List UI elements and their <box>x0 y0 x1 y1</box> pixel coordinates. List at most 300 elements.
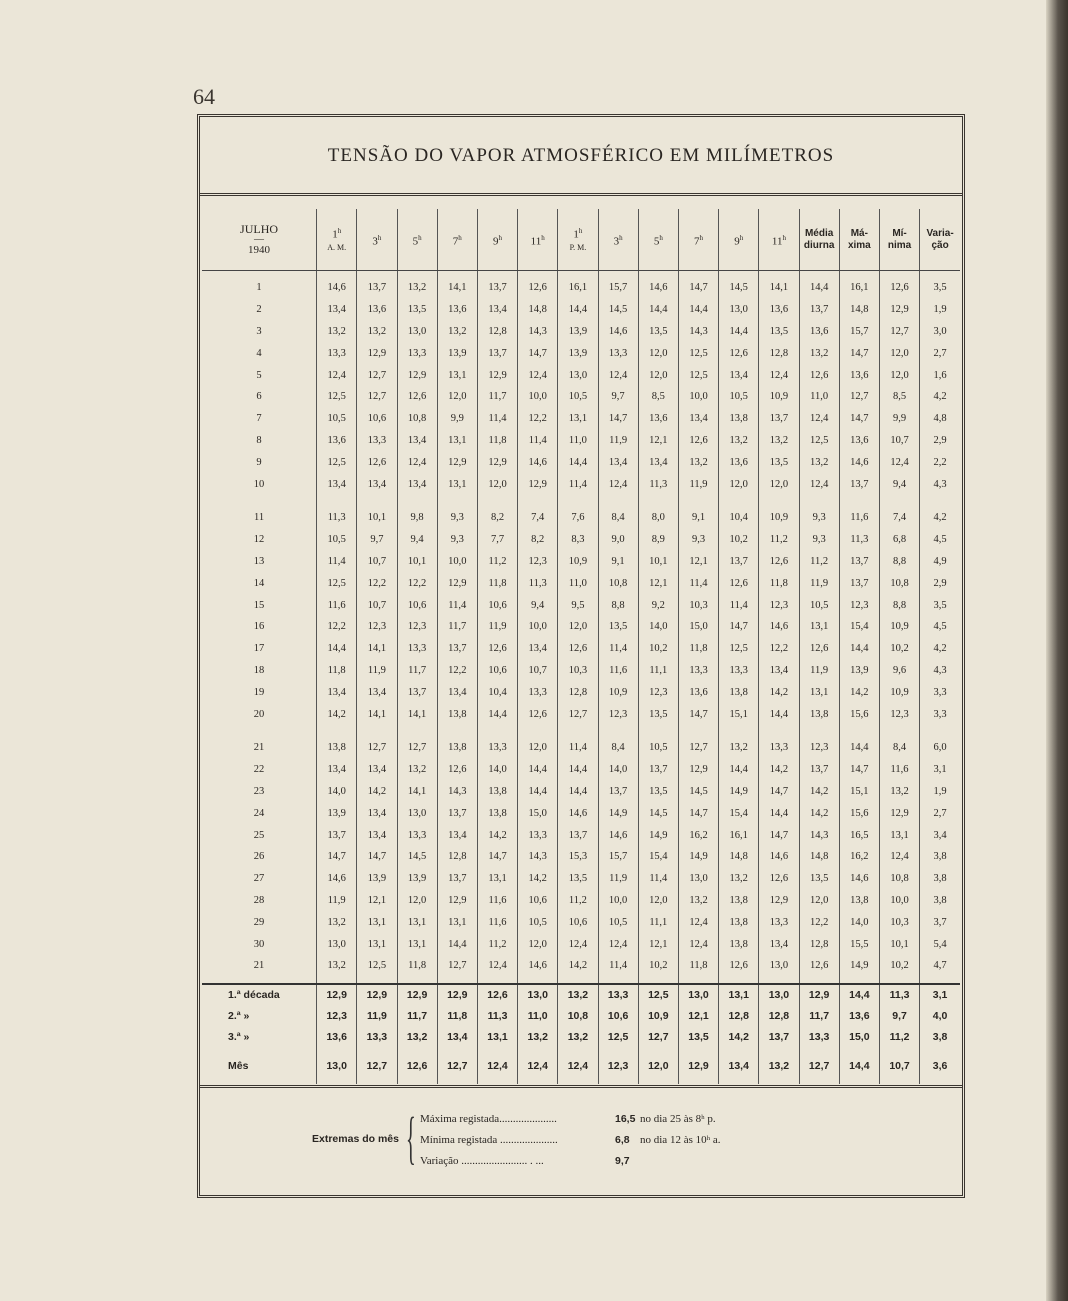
table-cell: 14,8 <box>719 846 759 868</box>
table-cell: 12,6 <box>357 451 397 473</box>
table-cell: 12,4 <box>558 933 598 955</box>
table-cell: 13,4 <box>719 364 759 386</box>
table-cell: 1,9 <box>920 781 960 803</box>
row-label: 27 <box>253 873 265 885</box>
table-cell: 11,4 <box>678 572 718 594</box>
table-cell: 11,6 <box>879 759 919 781</box>
table-cell: 12,4 <box>879 846 919 868</box>
spacer-cell <box>638 977 678 984</box>
table-row <box>202 321 960 343</box>
spacer-cell <box>719 725 759 737</box>
table-cell: 9,9 <box>437 408 477 430</box>
table-cell: 11,9 <box>477 616 517 638</box>
table-cell: 14,7 <box>759 824 799 846</box>
row-label: 13 <box>253 555 265 567</box>
table-cell: 14,4 <box>759 703 799 725</box>
table-cell: 9,3 <box>678 529 718 551</box>
table-cell: 15,0 <box>678 616 718 638</box>
table-cell: 11,2 <box>477 933 517 955</box>
table-cell: 14,1 <box>759 277 799 299</box>
table-cell: 3,0 <box>920 321 960 343</box>
row-label: 11 <box>253 512 265 524</box>
table-cell: 4,8 <box>920 408 960 430</box>
table-cell: 12,4 <box>678 911 718 933</box>
table-cell: 13,1 <box>799 681 839 703</box>
table-row <box>202 529 960 551</box>
table-cell: 14,1 <box>357 638 397 660</box>
table-cell: 4,2 <box>920 386 960 408</box>
table-cell: 13,4 <box>317 681 357 703</box>
table-cell: 13,7 <box>317 824 357 846</box>
table-cell: 10,7 <box>879 430 919 452</box>
table-cell: 12,7 <box>638 1027 678 1048</box>
table-row <box>202 681 960 703</box>
table-row <box>202 430 960 452</box>
table-row <box>202 737 960 759</box>
table-cell: 12,6 <box>759 868 799 890</box>
table-cell: 12,6 <box>719 572 759 594</box>
table-cell: 13,8 <box>437 737 477 759</box>
table-cell: 8,5 <box>879 386 919 408</box>
table-cell: 12,0 <box>879 364 919 386</box>
table-cell: 15,4 <box>839 616 879 638</box>
table-row <box>202 342 960 364</box>
table-cell: 12,2 <box>518 408 558 430</box>
table-cell: 14,4 <box>638 299 678 321</box>
table-cell: 12,2 <box>759 638 799 660</box>
header-hour-number: 7 <box>452 235 459 248</box>
table-cell: 15,4 <box>638 846 678 868</box>
table-cell: 11,7 <box>477 386 517 408</box>
table-cell: 14,6 <box>839 451 879 473</box>
table-cell: 13,7 <box>437 868 477 890</box>
table-cell: 14,7 <box>317 846 357 868</box>
table-cell: 14,9 <box>839 955 879 977</box>
table-cell: 12,2 <box>317 616 357 638</box>
spacer-cell <box>638 725 678 737</box>
row-label: 17 <box>253 643 265 655</box>
table-row <box>202 408 960 430</box>
table-cell: 13,3 <box>678 660 718 682</box>
header-hour-suffix: h <box>541 233 545 242</box>
row-label: 22 <box>253 764 265 776</box>
table-cell: 11,0 <box>518 1006 558 1027</box>
row-label: 2.ª » <box>228 1010 250 1023</box>
table-cell: 11,3 <box>317 507 357 529</box>
table-cell: 12,9 <box>317 985 357 1006</box>
table-cell: 14,7 <box>518 342 558 364</box>
table-cell: 15,0 <box>839 1027 879 1048</box>
table-cell: 13,1 <box>437 364 477 386</box>
table-cell: 12,9 <box>397 985 437 1006</box>
spacer-cell <box>879 725 919 737</box>
table-cell: 13,6 <box>839 430 879 452</box>
table-cell: 13,8 <box>719 890 759 912</box>
table-cell: 11,9 <box>598 430 638 452</box>
table-cell: 12,9 <box>437 572 477 594</box>
table-cell: 13,4 <box>598 451 638 473</box>
table-cell: 13,2 <box>357 321 397 343</box>
table-cell: 12,4 <box>598 933 638 955</box>
table-cell: 14,7 <box>678 703 718 725</box>
table-cell: 13,5 <box>397 299 437 321</box>
table-cell: 13,7 <box>598 781 638 803</box>
table-cell: 13,4 <box>357 759 397 781</box>
table-cell: 11,8 <box>437 1006 477 1027</box>
spacer-cell <box>839 495 879 507</box>
table-cell: 12,4 <box>317 364 357 386</box>
table-cell: 10,2 <box>879 638 919 660</box>
table-cell: 13,6 <box>759 299 799 321</box>
table-cell: 14,6 <box>598 321 638 343</box>
table-cell: 13,3 <box>357 1027 397 1048</box>
table-cell: 11,8 <box>678 955 718 977</box>
table-cell: 15,7 <box>598 846 638 868</box>
table-cell: 14,4 <box>839 985 879 1006</box>
table-cell: 6,0 <box>920 737 960 759</box>
table-cell: 13,3 <box>598 342 638 364</box>
spacer-cell <box>437 725 477 737</box>
table-cell: 10,3 <box>558 660 598 682</box>
header-media-diurna: Média diurna <box>799 209 839 271</box>
table-cell: 10,9 <box>638 1006 678 1027</box>
table-cell: 11,6 <box>477 911 517 933</box>
table-cell: 13,0 <box>317 933 357 955</box>
table-cell: 4,3 <box>920 473 960 495</box>
table-cell: 13,3 <box>317 342 357 364</box>
table-cell: 12,1 <box>678 1006 718 1027</box>
table-cell: 11,4 <box>477 408 517 430</box>
table-cell: 8,4 <box>879 737 919 759</box>
table-cell: 11,9 <box>598 868 638 890</box>
table-cell: 13,4 <box>397 430 437 452</box>
spacer-cell <box>357 725 397 737</box>
header-hour-5 <box>477 209 517 271</box>
table-cell: 13,6 <box>678 681 718 703</box>
row-label: 4 <box>256 347 262 359</box>
spacer-cell <box>678 495 718 507</box>
table-cell: 3,8 <box>920 846 960 868</box>
table-cell: 13,3 <box>397 824 437 846</box>
table-cell: 13,7 <box>437 638 477 660</box>
table-cell: 2,7 <box>920 342 960 364</box>
table-cell: 14,5 <box>598 299 638 321</box>
table-cell: 12,7 <box>397 737 437 759</box>
table-row <box>202 299 960 321</box>
table-cell: 2,9 <box>920 430 960 452</box>
table-cell: 9,4 <box>879 473 919 495</box>
table-cell: 13,7 <box>759 408 799 430</box>
header-hour-suffix: h <box>498 233 502 242</box>
table-cell: 10,1 <box>879 933 919 955</box>
table-cell: 13,5 <box>638 703 678 725</box>
table-cell: 10,6 <box>518 890 558 912</box>
table-cell: 4,7 <box>920 955 960 977</box>
table-cell: 12,0 <box>437 386 477 408</box>
table-cell: 12,5 <box>678 342 718 364</box>
extreme-min-label: Mínima registada ..................... <box>420 1134 558 1146</box>
table-cell: 14,5 <box>719 277 759 299</box>
table-cell: 16,1 <box>839 277 879 299</box>
row-label: 28 <box>253 894 265 906</box>
spacer-cell <box>558 725 598 737</box>
table-cell: 12,1 <box>638 572 678 594</box>
row-label: 14 <box>253 577 265 589</box>
table-cell: 13,1 <box>558 408 598 430</box>
table-cell: 13,9 <box>558 321 598 343</box>
title-divider <box>200 193 962 196</box>
header-hour-10 <box>678 209 718 271</box>
table-cell: 13,6 <box>357 299 397 321</box>
header-hour-1 <box>317 209 357 271</box>
table-cell: 13,7 <box>477 277 517 299</box>
table-cell: 13,7 <box>799 759 839 781</box>
table-cell: 10,5 <box>638 737 678 759</box>
table-cell: 12,2 <box>799 911 839 933</box>
table-cell: 13,5 <box>638 321 678 343</box>
table-cell: 8,2 <box>477 507 517 529</box>
table-cell: 11,9 <box>799 572 839 594</box>
table-cell: 13,7 <box>357 277 397 299</box>
table-cell: 14,6 <box>518 955 558 977</box>
table-cell: 15,4 <box>719 802 759 824</box>
header-hour-8 <box>598 209 638 271</box>
table-row <box>202 890 960 912</box>
table-cell: 14,5 <box>678 781 718 803</box>
table-cell: 13,0 <box>678 985 718 1006</box>
table-cell: 13,2 <box>678 451 718 473</box>
table-cell: 11,3 <box>477 1006 517 1027</box>
table-cell: 12,0 <box>759 473 799 495</box>
table-cell: 11,2 <box>477 551 517 573</box>
spacer-cell <box>879 495 919 507</box>
table-cell: 11,7 <box>799 1006 839 1027</box>
spacer-cell <box>759 725 799 737</box>
table-row <box>202 802 960 824</box>
table-cell: 3,1 <box>920 985 960 1006</box>
header-hour-12 <box>759 209 799 271</box>
table-cell: 14,3 <box>518 846 558 868</box>
table-cell: 14,7 <box>477 846 517 868</box>
spacer-cell <box>558 977 598 984</box>
table-cell: 13,1 <box>397 911 437 933</box>
table-cell: 12,9 <box>879 802 919 824</box>
table-cell: 13,5 <box>558 868 598 890</box>
header-hour-3 <box>397 209 437 271</box>
header-month: JULHO <box>240 222 279 236</box>
brace-icon: { <box>406 1105 416 1170</box>
table-cell: 14,3 <box>799 824 839 846</box>
extremes-label: Extremas do mês <box>312 1133 399 1145</box>
header-hour-number: 5 <box>412 235 419 248</box>
table-cell: 6,8 <box>879 529 919 551</box>
row-label: 20 <box>253 708 265 720</box>
table-cell: 9,8 <box>397 507 437 529</box>
table-cell: 11,9 <box>357 1006 397 1027</box>
header-hour-suffix: h <box>619 233 623 242</box>
table-cell: 4,9 <box>920 551 960 573</box>
table-cell: 14,4 <box>437 933 477 955</box>
table-cell: 14,9 <box>719 781 759 803</box>
table-cell: 7,4 <box>879 507 919 529</box>
extreme-min-value: 6,8 <box>615 1134 630 1146</box>
table-cell: 11,3 <box>879 985 919 1006</box>
table-cell: 13,4 <box>638 451 678 473</box>
table-cell: 12,0 <box>719 473 759 495</box>
table-cell: 13,9 <box>839 660 879 682</box>
table-cell: 14,4 <box>558 759 598 781</box>
table-row <box>202 638 960 660</box>
table-cell: 12,5 <box>357 955 397 977</box>
table-cell: 13,8 <box>799 703 839 725</box>
table-cell: 10,8 <box>879 572 919 594</box>
table-cell: 14,4 <box>719 321 759 343</box>
table-cell: 12,3 <box>598 703 638 725</box>
table-cell: 13,7 <box>558 824 598 846</box>
table-row <box>202 277 960 299</box>
table-cell: 11,6 <box>317 594 357 616</box>
table-cell: 14,4 <box>317 638 357 660</box>
table-cell: 13,2 <box>719 430 759 452</box>
table-row <box>202 824 960 846</box>
table-cell: 14,2 <box>477 824 517 846</box>
table-cell: 14,6 <box>558 802 598 824</box>
spacer-cell <box>397 977 437 984</box>
table-cell: 12,6 <box>678 430 718 452</box>
table-cell: 12,3 <box>598 1048 638 1084</box>
spacer-cell <box>518 977 558 984</box>
table-cell: 13,9 <box>317 802 357 824</box>
table-cell: 13,1 <box>719 985 759 1006</box>
table-cell: 11,4 <box>437 594 477 616</box>
table-cell: 14,0 <box>598 759 638 781</box>
table-cell: 12,1 <box>638 933 678 955</box>
table-cell: 11,4 <box>598 638 638 660</box>
table-cell: 12,3 <box>759 594 799 616</box>
table-cell: 8,0 <box>638 507 678 529</box>
spacer-cell <box>518 725 558 737</box>
table-cell: 11,4 <box>638 868 678 890</box>
table-cell: 13,7 <box>477 342 517 364</box>
table-cell: 2,7 <box>920 802 960 824</box>
extreme-max-note: no dia 25 às 8ʰ p. <box>640 1113 716 1125</box>
table-cell: 14,8 <box>839 299 879 321</box>
table-cell: 14,1 <box>397 703 437 725</box>
table-cell: 3,1 <box>920 759 960 781</box>
spacer-cell <box>598 725 638 737</box>
table-cell: 10,2 <box>719 529 759 551</box>
table-cell: 12,2 <box>397 572 437 594</box>
header-year: 1940 <box>248 244 271 256</box>
table-cell: 13,4 <box>437 824 477 846</box>
table-cell: 2,9 <box>920 572 960 594</box>
table-cell: 14,6 <box>317 868 357 890</box>
spacer-cell <box>437 977 477 984</box>
table-cell: 14,4 <box>518 781 558 803</box>
month-extremes <box>200 1107 962 1177</box>
table-cell: 12,9 <box>678 759 718 781</box>
table-cell: 13,6 <box>719 451 759 473</box>
table-cell: 11,8 <box>477 572 517 594</box>
table-cell: 13,4 <box>719 1048 759 1084</box>
spacer-cell <box>518 495 558 507</box>
table-cell: 12,9 <box>437 890 477 912</box>
spacer-cell <box>759 495 799 507</box>
table-cell: 11,6 <box>477 890 517 912</box>
header-hour-suffix: h <box>337 227 342 236</box>
row-label: 16 <box>253 621 265 633</box>
header-hour-number: 1 <box>573 228 579 241</box>
table-cell: 3,5 <box>920 277 960 299</box>
table-cell: 11,9 <box>799 660 839 682</box>
table-cell: 13,6 <box>317 1027 357 1048</box>
table-cell: 14,6 <box>839 868 879 890</box>
table-cell: 12,4 <box>598 364 638 386</box>
table-cell: 14,7 <box>678 277 718 299</box>
table-cell: 9,3 <box>799 529 839 551</box>
table-cell: 13,0 <box>397 802 437 824</box>
table-row <box>202 868 960 890</box>
table-row <box>202 386 960 408</box>
header-hour-11 <box>719 209 759 271</box>
table-cell: 4,0 <box>920 1006 960 1027</box>
spacer-cell <box>678 725 718 737</box>
table-cell: 10,1 <box>357 507 397 529</box>
table-cell: 14,4 <box>799 277 839 299</box>
table-cell: 13,4 <box>317 759 357 781</box>
table-cell: 12,7 <box>437 955 477 977</box>
spacer-cell <box>202 977 317 984</box>
table-cell: 12,3 <box>317 1006 357 1027</box>
table-cell: 12,8 <box>558 681 598 703</box>
table-cell: 13,2 <box>317 955 357 977</box>
table-cell: 14,4 <box>759 802 799 824</box>
table-cell: 13,5 <box>759 451 799 473</box>
row-label: 2 <box>256 304 262 316</box>
table-cell: 13,2 <box>678 890 718 912</box>
table-cell: 13,0 <box>759 955 799 977</box>
table-cell: 11,4 <box>719 594 759 616</box>
table-cell: 12,7 <box>879 321 919 343</box>
table-cell: 10,5 <box>598 911 638 933</box>
table-cell: 12,0 <box>397 890 437 912</box>
table-cell: 13,1 <box>477 1027 517 1048</box>
table-cell: 14,2 <box>759 759 799 781</box>
table-cell: 9,3 <box>799 507 839 529</box>
table-cell: 8,5 <box>638 386 678 408</box>
table-cell: 14,4 <box>839 737 879 759</box>
table-cell: 12,0 <box>518 737 558 759</box>
table-cell: 9,5 <box>558 594 598 616</box>
table-cell: 13,3 <box>799 1027 839 1048</box>
table-cell: 12,9 <box>477 364 517 386</box>
table-cell: 13,4 <box>317 299 357 321</box>
header-hour-4 <box>437 209 477 271</box>
table-cell: 12,0 <box>477 473 517 495</box>
table-cell: 8,3 <box>558 529 598 551</box>
spacer-cell <box>317 725 357 737</box>
table-row <box>202 911 960 933</box>
table-cell: 13,6 <box>799 321 839 343</box>
table-cell: 15,3 <box>558 846 598 868</box>
table-cell: 14,9 <box>638 824 678 846</box>
table-cell: 13,3 <box>518 681 558 703</box>
table-cell: 12,6 <box>477 985 517 1006</box>
row-label: 23 <box>253 785 265 797</box>
table-cell: 3,8 <box>920 1027 960 1048</box>
table-cell: 14,7 <box>839 408 879 430</box>
table-cell: 13,5 <box>799 868 839 890</box>
